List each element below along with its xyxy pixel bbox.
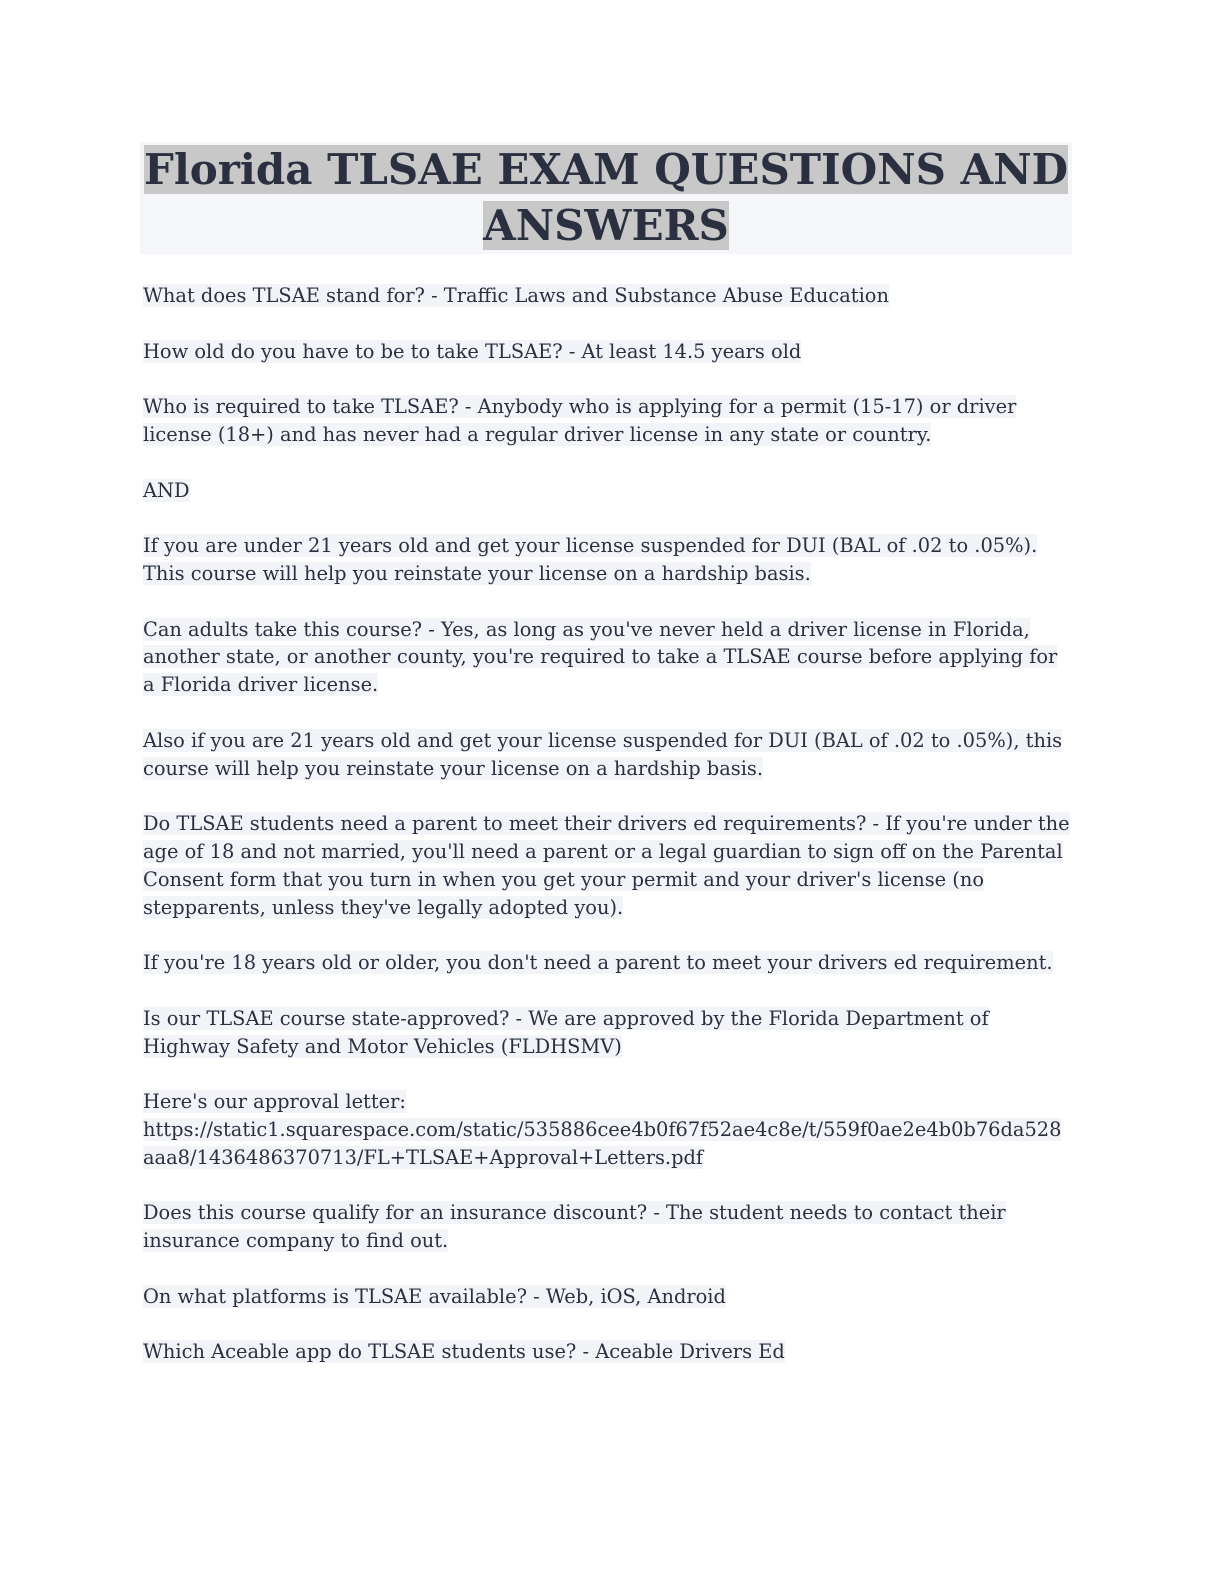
qa-paragraph: If you're 18 years old or older, you don't need a parent to meet your drivers ed requirement.: [143, 951, 1053, 975]
qa-paragraph: Do TLSAE students need a parent to meet their drivers ed requirements? - If you're under the age of 18 and not married, you'll need a parent or a legal guardian to sign off on the Parental Consent form that you turn in when you get your permit and your driver's license (no stepparents, unless they've legally adopted you).: [143, 812, 1070, 919]
document-body: [143, 282, 1073, 1394]
document-title: Florida TLSAE EXAM QUESTIONS AND ANSWERS: [144, 145, 1068, 250]
qa-paragraph: If you are under 21 years old and get your license suspended for DUI (BAL of .02 to .05%). This course will help you reinstate your license on a hardship basis.: [143, 534, 1038, 585]
qa-paragraph: Does this course qualify for an insurance discount? - The student needs to contact their insurance company to find out.: [143, 1201, 1006, 1253]
approval-url: https://static1.squarespace.com/static/535886cee4b0f67f52ae4c8e/t/559f0ae2e4b0b76da528aaa8/1436486370713/FL+TLSAE+Approval+Letters.pdf: [143, 1117, 1062, 1169]
approval-label: Here's our approval letter:: [143, 1090, 406, 1114]
qa-paragraph: Can adults take this course? - Yes, as long as you've never held a driver license in Florida, another state, or another county, you're required to take a TLSAE course before applying for a Florida driver license.: [143, 617, 1058, 697]
document-title-block: [140, 142, 1072, 254]
qa-paragraph: What does TLSAE stand for? - Traffic Laws and Substance Abuse Education: [143, 284, 889, 307]
approval-letter-paragraph: [143, 1088, 1073, 1171]
qa-paragraph: Who is required to take TLSAE? - Anybody who is applying for a permit (15-17) or driver license (18+) and has never had a regular driver license in any state or country.: [143, 395, 1017, 446]
qa-paragraph: On what platforms is TLSAE available? - Web, iOS, Android: [143, 1284, 726, 1308]
qa-paragraph: Also if you are 21 years old and get your license suspended for DUI (BAL of .02 to .05%), this course will help you reinstate your license on a hardship basis.: [143, 728, 1063, 780]
qa-paragraph: How old do you have to be to take TLSAE? - At least 14.5 years old: [143, 339, 802, 363]
qa-paragraph: Which Aceable app do TLSAE students use? - Aceable Drivers Ed: [143, 1340, 785, 1364]
qa-paragraph: Is our TLSAE course state-approved? - We are approved by the Florida Department of Highway Safety and Motor Vehicles (FLDHSMV): [143, 1006, 989, 1058]
qa-paragraph: AND: [143, 478, 190, 502]
